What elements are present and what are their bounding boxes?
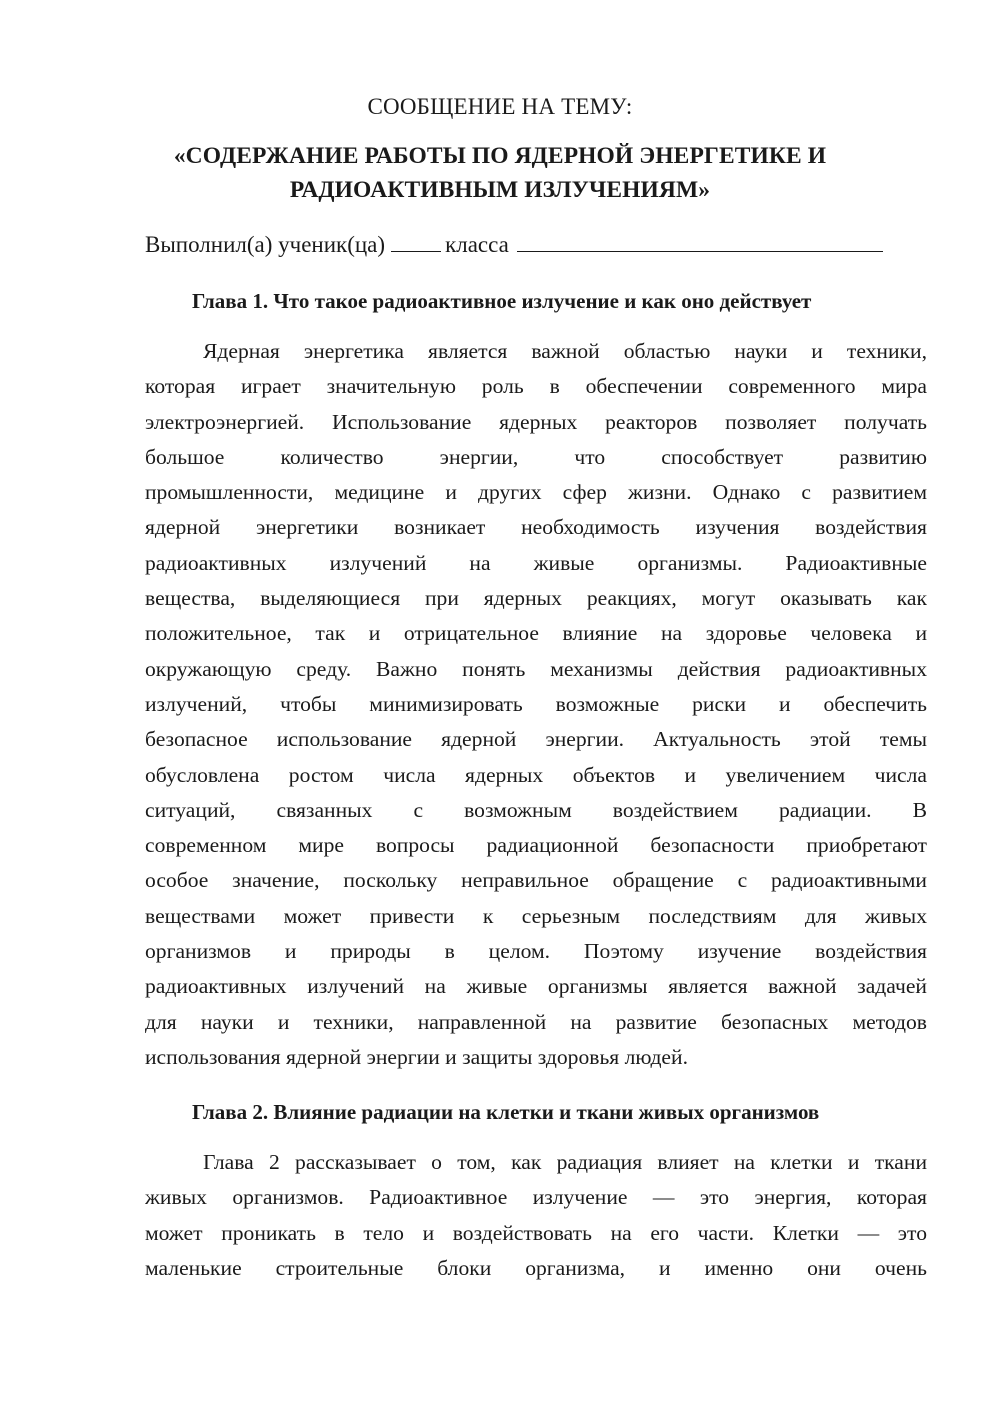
paragraph-line: которая играет значительную роль в обеспечении современного мира: [145, 374, 927, 399]
paragraph-line: обусловлена ростом числа ядерных объектов и увеличением числа: [145, 762, 927, 787]
class-number-blank: [391, 233, 441, 252]
paragraph-line: Глава 2 рассказывает о том, как радиация влияет на клетки и ткани: [203, 1150, 927, 1174]
performer-line: [145, 232, 883, 258]
paragraph-line: радиоактивных излучений на живые организмы является важной задачей: [145, 974, 927, 999]
paragraph-line: маленькие строительные блоки организма, и именно они очень: [145, 1255, 927, 1280]
chapter-2-title: Глава 2. Влияние радиации на клетки и ткани живых организмов: [192, 1100, 820, 1124]
document-title-line-1: «СОДЕРЖАНИЕ РАБОТЫ ПО ЯДЕРНОЙ ЭНЕРГЕТИКЕ И: [173, 143, 827, 169]
topic-heading: СООБЩЕНИЕ НА ТЕМУ:: [367, 94, 633, 119]
paragraph-line: веществами может привести к серьезным последствиям для живых: [145, 903, 927, 928]
paragraph-line: окружающую среду. Важно понять механизмы действия радиоактивных: [145, 656, 927, 681]
paragraph-line: организмов и природы в целом. Поэтому изучение воздействия: [145, 939, 927, 964]
paragraph-line: положительное, так и отрицательное влияние на здоровье человека и: [145, 621, 927, 646]
paragraph-line: вещества, выделяющиеся при ядерных реакциях, могут оказывать как: [145, 586, 927, 611]
paragraph-line: промышленности, медицине и других сфер жизни. Однако с развитием: [145, 480, 927, 505]
paragraph-line: живых организмов. Радиоактивное излучение — это энергия, которая: [145, 1185, 927, 1210]
paragraph-line: особое значение, поскольку неправильное обращение с радиоактивными: [145, 868, 927, 893]
paragraph-line: использования ядерной энергии и защиты здоровья людей.: [145, 1044, 688, 1069]
paragraph-line: для науки и техники, направленной на развитие безопасных методов: [145, 1009, 927, 1034]
chapter-2-body: [145, 1145, 927, 1286]
paragraph-line: безопасное использование ядерной энергии. Актуальность этой темы: [145, 727, 927, 752]
document-title-line-2: РАДИОАКТИВНЫМ ИЗЛУЧЕНИЯМ»: [289, 177, 711, 203]
performer-label: Выполнил(а) ученик(ца): [145, 232, 386, 257]
paragraph-line: большое количество энергии, что способствует развитию: [145, 444, 927, 469]
paragraph-line: электроэнергией. Использование ядерных реакторов позволяет получать: [145, 409, 927, 434]
paragraph-line: излучений, чтобы минимизировать возможные риски и обеспечить: [145, 691, 927, 716]
chapter-1-title: Глава 1. Что такое радиоактивное излучение и как оно действует: [192, 289, 812, 313]
paragraph-line: ситуаций, связанных с возможным воздействием радиации. В: [145, 797, 927, 822]
paragraph-line: Ядерная энергетика является важной областью науки и техники,: [203, 339, 927, 363]
paragraph-line: может проникать в тело и воздействовать на его части. Клетки — это: [145, 1220, 927, 1245]
paragraph-line: радиоактивных излучений на живые организмы. Радиоактивные: [145, 550, 927, 575]
student-name-blank: [517, 233, 883, 252]
chapter-1-body: [145, 334, 927, 1075]
paragraph-line: современном мире вопросы радиационной безопасности приобретают: [145, 833, 927, 858]
class-label: класса: [445, 232, 509, 257]
paragraph-line: ядерной энергетики возникает необходимость изучения воздействия: [145, 515, 927, 540]
